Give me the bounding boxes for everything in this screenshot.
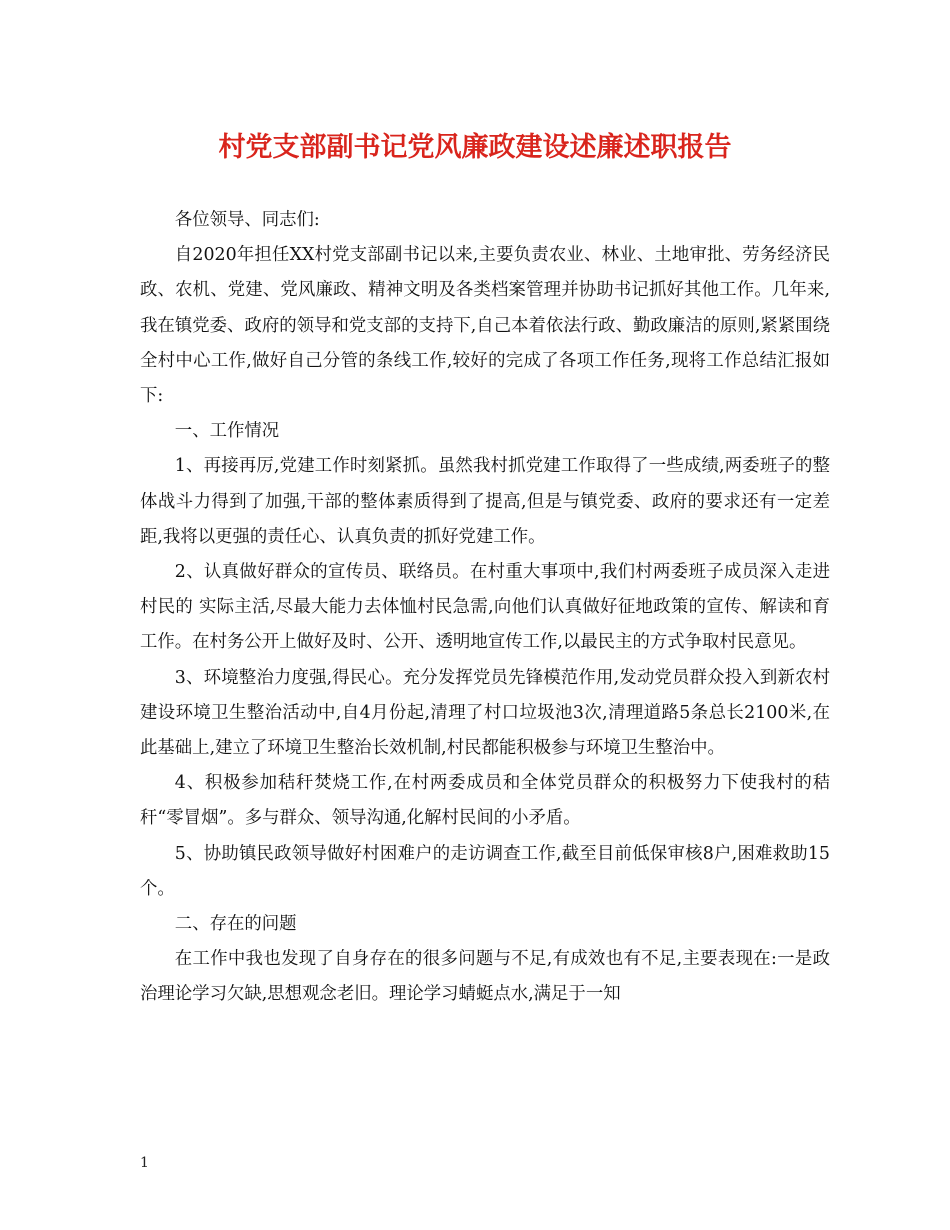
section-heading-work: 一、工作情况 <box>174 421 280 442</box>
page-number: 1 <box>140 1155 149 1171</box>
intro-paragraph: 自2020年担任XX村党支部副书记以来,主要负责农业、林业、土地审批、劳务经济民政、农机、党建、党风廉政、精神文明及各类档案管理并协助书记抓好其他工作。几年来,我在镇党委、政府的领导和党支部的支持下,自己本着依法行政、勤政廉洁的原则,紧紧围绕全村中心工作,做好自己分管的条线工作,较好的完成了各项工作任务,现将工作总结汇报如下: <box>140 245 830 407</box>
document-title: 村党支部副书记党风廉政建设述廉述职报告 <box>218 132 732 163</box>
work-item-1-paragraph: 1、再接再厉,党建工作时刻紧抓。虽然我村抓党建工作取得了一些成绩,两委班子的整体战斗力得到了加强,干部的整体素质得到了提高,但是与镇党委、政府的要求还有一定差距,我将以更强的责任心、认真负责的抓好党建工作。 <box>140 456 830 547</box>
section-heading-problems: 二、存在的问题 <box>174 914 297 935</box>
document-body <box>140 203 830 1013</box>
work-item-2-paragraph: 2、认真做好群众的宣传员、联络员。在村重大事项中,我们村两委班子成员深入走进村民的 实际主活,尽最大能力去体恤村民急需,向他们认真做好征地政策的宣传、解读和育工作。在村务公开上做好及时、公开、透明地宣传工作,以最民主的方式争取村民意见。 <box>140 562 830 653</box>
work-item-4-paragraph: 4、积极参加秸秆焚烧工作,在村两委成员和全体党员群众的积极努力下使我村的秸秆“零冒烟”。多与群众、领导沟通,化解村民间的小矛盾。 <box>140 773 830 829</box>
work-item-3-paragraph: 3、环境整治力度强,得民心。充分发挥党员先锋模范作用,发动党员群众投入到新农村建设环境卫生整治活动中,自4月份起,清理了村口垃圾池3次,清理道路5条总长2100米,在此基础上,建立了环境卫生整治长效机制,村民都能积极参与环境卫生整治中。 <box>140 667 830 759</box>
salutation-paragraph: 各位领导、同志们: <box>174 210 320 230</box>
problems-paragraph: 在工作中我也发现了自身存在的很多问题与不足,有成效也有不足,主要表现在:一是政治理论学习欠缺,思想观念老旧。理论学习蜻蜓点水,满足于一知 <box>140 949 830 1005</box>
work-item-5-paragraph: 5、协助镇民政领导做好村困难户的走访调查工作,截至目前低保审核8户,困难救助15个。 <box>140 843 830 899</box>
